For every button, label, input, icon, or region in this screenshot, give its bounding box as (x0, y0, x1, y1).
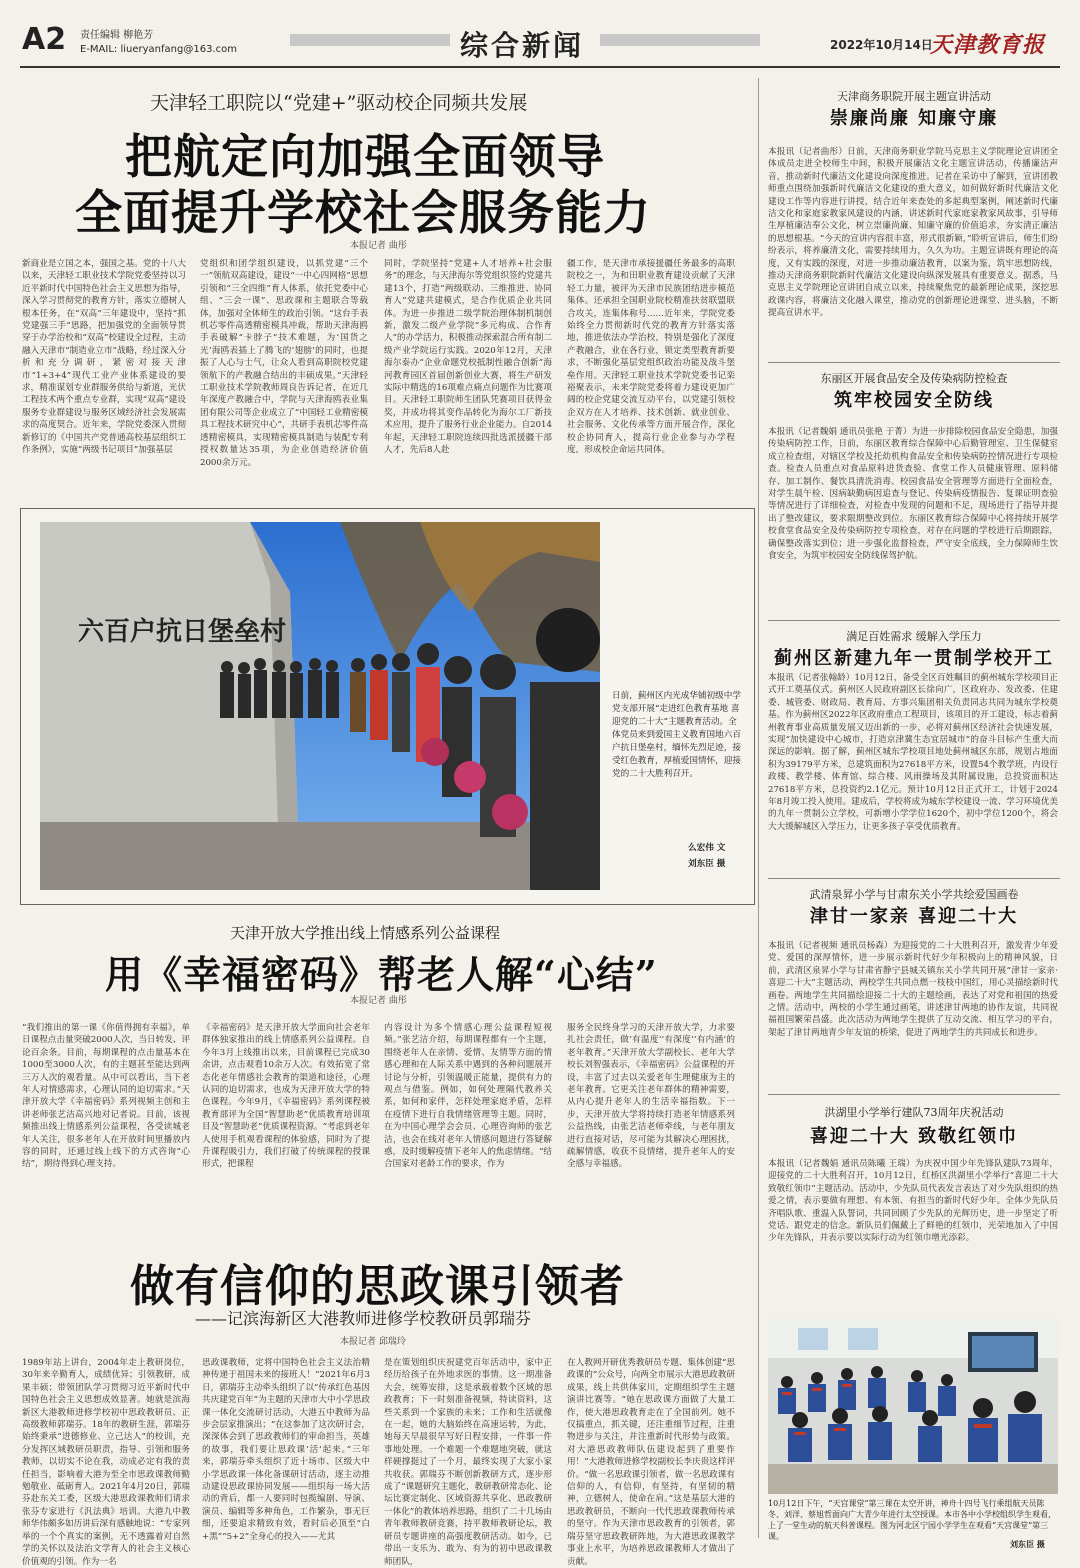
article2-headline: 用《幸福密码》帮老人解“心结” (105, 952, 658, 997)
classroom-photo (768, 1318, 1058, 1494)
sidebar-kicker: 东丽区开展食品安全及传染病防控检查 (820, 372, 1008, 385)
lead-column-2: 党组织和团学组织建设，以抓党建“三个一”领航双高建设，建设“一中心四网格”思想引领和“三全四维”育人体系，依托党委中心组、“三会一课”、思政课和主题联合等载体，加强对全体师生的政治引领。“这台手表机芯零件高透精密模具冲裁，帮助天津海鸥手表破解“卡脖子”技术难题，为‘国货之光’海鸥表插上了腾飞的‘翅膀’的同时，也提振了人心与士气，让众人看到高职院校党建领航下的产教融合结出的丰硕成果。”天津轻工职业技术学院教师周良告诉记者，在近几年深度产教融合中，学院与天津海鸥表业集团有限公司等企业成立了“中国轻工业精密模具工程技术研究中心”，共研手表机芯零件高透精密模具，实现精密模具制造与装配专利授权数量达35项，为企业创造经济价值2000余万元。 (200, 259, 368, 468)
sidebar-headline: 蓟州区新建九年一贯制学校开工 (774, 648, 1054, 669)
article2-byline: 本报记者 曲彤 (350, 996, 407, 1006)
sidebar-kicker: 武清泉昇小学与甘肃东关小学共绘爱国画卷 (809, 888, 1019, 901)
masthead (0, 0, 1080, 70)
memorial-sign-text: 六百户抗日堡垒村 (78, 617, 287, 647)
article3-column-1: 1989年站上讲台，2004年走上教研岗位，30年来辛勤育人，成绩优异；引领教研，成果丰硕；带领团队学习贯彻习近平新时代中国特色社会主义思想成效显著。她就是滨海新区大港教师进修学校初中思政教研员、正高级教师郭瑞芬。18年的教研生涯，郭瑞芬始终秉承“进德修业、立己达人”的校训，充分发挥区域教研员职责，指导、引领和服务教师，以切实不论在我，动成必定有我的责任担当，影响着大港为至全市思政课教师勤勉敬业、砥砺育人。2021年4月20日，郭瑞芬赴东关工委，区级大港思政课教师们请求张芬专家进行《汎法典》培训。大港九中教师华伟颇多如历讲后深有感触地说：“专家列举的一个个真实的案例，无不透露着对自然学的关怀以及法治文学育人的社会主义核心价值观的引领。作为一名 (22, 1358, 190, 1567)
sidebar-separator (768, 878, 1060, 879)
sidebar-separator (768, 620, 1060, 621)
lead-column-1: 新商业是立国之本，强国之基。党的十八大以来，天津轻工职业技术学院党委坚持以习近平新时代中国特色社会主义思想为指导，深入学习贯彻党的教育方针，落实立德树人根本任务，在“双高”三年建设中，坚持“抓党建强三手”思路，把加强党的全面领导贯穿于办学治校和“双高”校建设全过程，主动融入天津市“制造业立市”战略，经过深入分析和充分调研，紧密对接天津市“1+3+4”现代工业产业体系建设的要求，精准谋划专业群服务供给与新道，光伏工程技术两个重点专业群，实现“双高”建设服务专业群建设与服务区域经济社会发展需求的高度契合。近年来，学院党委深入贯彻新修订的《中国共产党普通高校基层组织工作条例》，实施“两级书记项目”加强基层 (22, 259, 186, 456)
article2-kicker: 天津开放大学推出线上情感系列公益课程 (230, 924, 501, 942)
paper-logo: 天津教育报 (930, 32, 1046, 58)
article2-column-3: 内容设计为多个情感心理公益课程短视频。”张艺洁介绍，每期课程都有一个主题，围绕老年人在亲情、爱情、友情等方面的情感心理和在人际关系中遇到的各种问题展开讨论与分析，引领温暖正能量，提供有力的观点与借鉴。例如，如何处理隔代教养关系，如何和家伴，怎样处理家庭矛盾，怎样在疫情下进行自我情绪管理等主题。同时，在为中国心理学会会员、心理咨询师的张艺洁，也会在线对老年人情感问题进行答疑解惑，及时缓解疫情下老年人的焦虑情绪。“结合国家对老龄工作的要求，作为 (384, 1023, 552, 1170)
lead-column-4: 疆工作，是天津市承接援疆任务最多的高职院校之一，为和田职业教育建设贡献了天津轻工力量，被评为天津市民族团结进步模范集体。还承担全国职业院校精准扶贫联盟联合攻关，连集体称号……近年来，学院党委始终全力贯彻新时代党的教育方针落实落地，推进依法办学治校，特别是强化了深度产教融合，业在各行业，锁定类型教育新要求，不断强化基层党组织政治功能及战斗堡垒作用。天津轻工职业技术学院党委书记栾裕聚表示，未来学院党委将着力建设更加广阔的校企党建交流互动平台，以党建引领校企双方在人才培养、技术创新、就业创业、社会服务、文化传承等方面开展合作，深化校企协同育人，提高行业企业参与办学程度，形成校企命运共同体。 (567, 259, 735, 456)
sidebar-kicker: 天津商务职院开展主题宣讲活动 (837, 90, 991, 103)
lead-headline-line2: 全面提升学校社会服务能力 (75, 186, 651, 241)
editor-email: E-MAIL: liueryanfang@163.com (80, 44, 237, 55)
article3-column-3: 是在策划组织庆祝建党百年活动中，家中正经历给孩子在外地求医的事情。这一期准备大会，统筹安排，这是承载着数个区域的思政教育；下一时刻准备视频，特读资料，这些关系到一个家族的未来；工作和生活就像在一起，她的大脑始终在高速运转，为此，她每天早晨很早写好日程安排，一件事一件事地处理。一个难题一个难题地突破，就这样硬撑挺过了一个月，最终实现了大家小家共收获。郭瑞芬不断创新教研方式，逐步形成了“课题研究主题化，教研教研常态化、论坛比赛定制化、区域资源共享化、思政教研一体化”的教体培养思路，组织了二十几场由青年教师教研竞赛，持平教师教研论坛，教研员专题讲座的高强度教研活动。如今，已带出一支乐为、敢为、有为的初中思政课教师团队， (384, 1358, 552, 1567)
photo1-credit-photo: 刘东臣 摄 (688, 859, 726, 869)
sidebar-headline: 筑牢校园安全防线 (834, 390, 994, 411)
photo2-caption: 10月12日下午，“天宫课堂”第三课在太空开讲，神舟十四号飞行乘组航天员陈冬、刘洋、蔡旭哲面向广大青少年进行太空授课。本市各中小学校组织学生观看，上了一堂生动的航天科普课程。图为河北区宁园小学学生在观看“天宫课堂”第三课。 (768, 1499, 1056, 1541)
sidebar-headline: 喜迎二十大 致敬红领巾 (809, 1126, 1019, 1147)
sidebar-separator (768, 362, 1060, 363)
sidebar-body: 本报讯（记者张翰龄）10月12日，备受全区百姓瞩目的蓟州城东学校项目正式开工奠基仪式。蓟州区人民政府副区长徐向广，区政府办、发改委、住建委、城管委、财政局、教育局、方事兴集团相关负责同志共同为城东学校奠基。作为蓟州区2022年区政府重点工程项目，该项目的开工建设，标志着蓟州教育事业高质量发展又迈出新的一步，必将对蓟州区经济社会快速发展，实现“加快建设中心城市，打造京津冀生态宜居城市”的奋斗目标产生重大而深远的影响。据了解，蓟州区城东学校项目地处蓟州城区东部，规划占地面积为39179平方米，总建筑面积为27618平方米，设置54个教学班，内设行政楼、教学楼、体育馆、综合楼、风雨操场及其附属设施，总投资面积达27618平方米，总投资约2.1亿元。预计10月12日正式开工，计划于2024年8月竣工投入使用。建成后，学校将成为城东学校建设一流、学习环境优美的九年一贯制公立学校，可新增小学学位1620个，初中学位1200个，将会大大缓解城区入学压力，让更多孩子享受优质教育。 (768, 673, 1058, 832)
photo2-credit: 刘东臣 摄 (1010, 1539, 1045, 1549)
photo1-credit-text: 么宏伟 文 (688, 843, 726, 853)
article2-column-4: 服务全民终身学习的天津开放大学，力求要扎社会责任，做‘有温度’‘有深度’‘有内涵’的老年教育。”天津开放大学副校长、老年大学校长刘智强表示，《幸福密码》公益课程的开设，丰富了过去以关爱老年生理健康为主的老年教育。它更关注老年群体的精神需要，从内心提升老年人的生活幸福指数。下一步，天津开放大学将持续打造老年情感系列公益热线，由张艺洁老师牵线，与老年朋友进行直接对话，尽可能为其解决心理困扰，疏解情感，收获不良情绪，提升老年人的安全感与幸福感。 (567, 1023, 735, 1170)
article3-column-2: 思政课教师，定将中国特色社会主义法治精神传递于祖国未来的接班人！”2021年6月3日，郭瑞芬主动牵头组织了以“传承红色基因 共庆建党百年”为主题的天津市大中小学思政课一体化交流研讨活动，大港五中教师为品步会层家推演出；“在这参加了这次研讨会，深深体会到了思政教师们的审命担当，英雄的故事，我们要让思政课‘活’起来。”三年来，郭瑞芬牵头组织了近十场市、区级大中小学思政课一体化备课研讨活动，逐主动推动建设思政课协同发展——组织每一场大活动的背后，都一人要同时包揽编剧、导演、演员、编辑等多种角色，工作繁杂，事无巨细，还要追求精致有效，看时后必顶至“白+黑”“5+2”全身心的投入——尤其 (202, 1358, 370, 1542)
sidebar-kicker: 洪湖里小学举行建队73周年庆祝活动 (824, 1106, 1004, 1119)
section-title: 综合新闻 (460, 29, 585, 62)
editor-name: 责任编辑 柳艳芳 (80, 30, 154, 41)
sidebar-separator (768, 1094, 1060, 1095)
sidebar-body: 本报讯（记者魏娟 通讯员陈曦 王瑞）为庆祝中国少年先锋队建队73周年，迎接党的二十大胜利召开，10月12日，红桥区洪湖里小学举行“喜迎二十大 致敬红领巾”主题活动。活动中，少先队员代表发言表达了对少先队组织的热爱之情，表示要做有理想、有本领、有担当的新时代好少年。全体少先队员齐唱队歌、重温入队誓词，共同回顾了少先队的光辉历史，进一步坚定了听党话、跟党走的信念。新队员们佩戴上了鲜艳的红领巾，光荣地加入了中国少年先锋队，并表示要以实际行动为红领巾增光添彩。 (768, 1159, 1058, 1244)
lead-headline-line1: 把航定向加强全面领导 (125, 130, 605, 185)
sidebar-divider (758, 78, 759, 1538)
sidebar-body: 本报讯（记者魏娟 通讯员张艳 于菁）为进一步排除校园食品安全隐患，加强传染病防控工作，日前，东丽区教育综合保障中心后勤管理室、卫生保健室成立检查组，对辖区学校及托幼机构食品安全和传染病防控情况进行专项检查。检查人员重点对食品原料进货查验、食堂工作人员健康管理、原料储存、加工制作、餐饮具清洗消毒、校园食品安全管理等方面进行全面检查，对学生晨午检、因病缺勤病因追查与登记、传染病疫情报告、复课证明查验等情况进行了详细检查，对检查中发现的问题和不足，现场进行了指导并提出了整改建议，要求限期整改到位。东丽区教育综合保障中心将持续开展学校食堂食品安全及传染病防控专项检查，对存在问题的学校进行后期跟踪，确保整改落实到位；进一步强化监督检查，严守安全底线，全力保障师生饮食安全，为筑牢校园安全防线保驾护航。 (768, 427, 1058, 562)
sidebar-headline: 崇廉尚廉 知廉守廉 (829, 108, 999, 129)
article3-column-4: 在人教网开研优秀教研员专题、集体创建“思政课的”公众号，向两全市展示大港思政教研成果，线上共供体家川，定期组织学生主题演讲比赛等。“她在思政课方面做了大量工作，使大港思政教育走在了全国前列。她不仅搞重点，抓关键，还注重细节过程，注重物进步与关注，并注重新时代形势与政策。对大港思政教师队伍建设起到了重要作用！”大港教师进修学校副校长李庆贵这样评价。“做一名思政课引领者，做一名思政课有信仰的人，有信仰，有坚持，有坚韧的精神，立德树人，使命在肩。”这是基层大港的思政教研员，不断向一代代思政课教师传承的坚守。作为天津市思政教育的引领者，郭瑞芬坚守思政教研阵地，为大港思政课教学事业上水平，为培养思政课教师人才做出了贡献。 (567, 1358, 735, 1567)
article2-column-2: 《幸福密码》是天津开放大学面向社会老年群体独家推出的线上情感系列公益课程。自今年3月上线推出以来，目前课程已完成30余讲，点击观看10余万人次。有效拓宽了常态化老年情感社会教育的渠道和途径，心理认同的迫切需求，也成为天津开放大学的特色课程。今年9月，《幸福密码》系列课程被教育部评为全国“智慧助老”优质教育培训项目及“智慧助老”优质课程资源。“考虑到老年人使用手机观看课程的体验感，同时为了提升课程吸引力，我们打破了传统课程的授课形式，把课程 (202, 1023, 370, 1170)
sidebar-headline: 津甘一家亲 喜迎二十大 (809, 906, 1019, 927)
ceremony-photo (40, 522, 600, 890)
section-band-right (600, 34, 760, 46)
article3-byline: 本报记者 邱瑞玲 (340, 1337, 406, 1347)
article2-column-1: “我们推出的第一课《你值得拥有幸福》，单日课程点击量突破2000人次，当日转发、评论百余条。目前，每期课程的点击量基本在1000至3000人次，有的主题甚至能达到两三万人次的观看量。从中可以看出，当下老年人对情感需求，心理认同的迫切需求。”天津开放大学《幸福密码》系列视频主创和主讲老师张艺洁高兴地对记者说。目前，该视频推出线上情感系列公益课程，各受读城老年人关注，很多老年人在开放时间里播放内容的同时，还通过线上线下的方式咨询“心结”，期待得到心理支持。 (22, 1023, 190, 1170)
article3-subhead: ——记滨海新区大港教师进修学校教研员郭瑞芬 (195, 1309, 532, 1328)
lead-byline: 本报记者 曲彤 (350, 241, 407, 251)
article3-headline: 做有信仰的思政课引领者 (130, 1261, 625, 1312)
section-band (290, 34, 450, 46)
lead-column-3: 同时，学院坚持“党建+人才培养+社会服务”的理念，与天津海尔等党组织签约党建共建13个，打造“两级联动、三维推进、协同育人”党建共建模式，是合作优质企业共同体。为进一步推进二级学院治理体制机制创新，激发二级产业学院“多元构成、合作育人”的办学活力，积极推动探索混合所有制二级产业学院运行实践。2020年12月，天津海尔泰办“企业命题党校抵制性融合创新”海河教育园区首届创新创业大赛，将生产研发实际中精选的16项难点痛点问题作为比赛项目。天津轻工职院师生团队凭赛项目获得金奖，并成功将其变作品转化为海尔工厂新技术应用，提升了服务行业企业能力。自2014年起，天津轻工职院连续四批选派援疆干部人才，先后8人赴 (384, 259, 552, 456)
sidebar-kicker: 满足百姓需求 缓解入学压力 (846, 630, 982, 643)
masthead-rule (20, 66, 1060, 68)
sidebar-body: 本报讯（记者曲彤）日前，天津商务职业学院马克思主义学院理论宣讲团全体成员走进全校师生中间，积极开展廉洁文化主题宣讲活动，传播廉洁声音，推动新时代廉洁文化建设向深度推进。记者在采访中了解到，宣讲团教师重点围绕加强新时代廉洁文化建设的重大意义，如何做好新时代廉洁文化建设工作等内容进行讲授，结合近年来查处的多起典型案例，阐述新时代廉洁文化和家庭家教家风建设的内涵，讲述新时代家庭家教家风故事，引导师生厚植廉洁奉公文化，树立崇廉尚廉、知廉守廉的价值追求，夯实清正廉洁的思想根基。“今天的宣讲内容很丰富，形式很新颖，”聆听宣讲后，师生们纷纷表示，将养廉清文化，需要持续用力，久久为功。主题宣讲既有理论的高度，又有实践的深度，对进一步推动廉洁教育，以案为鉴，筑牢思想防线，推动天津商务职院新时代廉洁文化建设向纵深发展具有重要意义。据悉，马克思主义学院理论宣讲团自成立以来，持续聚焦党的最新理论成果，深挖思政课内容，将廉洁文化融入课堂，推动党的创新理论进课堂、进头脑，不断提高宣讲水平。 (768, 147, 1058, 319)
lead-kicker: 天津轻工职院以“党建+”驱动校企同频共发展 (150, 92, 528, 114)
page-code: A2 (22, 22, 67, 57)
issue-date: 2022年10月14日 (830, 38, 933, 52)
sidebar-body: 本报讯（记者视频 通讯员杨森）为迎接党的二十大胜利召开，激发青少年爱党、爱国的深厚情怀，进一步展示新时代好少年积极向上的精神风貌，日前，武清区泉昇小学与甘肃省静宁县城关镇东关小学共同开展“津甘一家亲·喜迎二十大”主题活动，两校学生共同点燃一枝枝中国红，用心灵描绘新时代画卷。两地学生共同描绘迎接二十大的主题绘画，表达了对党和祖国的热爱之情。活动中，两校的小学生通过画笔，讲述津甘两地的协作友谊，共同祝福祖国繁荣昌盛。此次活动为两地学生提供了互动交流、相互学习的平台，架起了津甘两地青少年友谊的桥梁，促进了两地学生的共同成长和进步。 (768, 941, 1058, 1038)
photo1-caption: 日前，蓟州区内光成华铺初级中学党支部开展“走进红色教育基地 喜迎党的二十大”主题教育活动。全体党员来到爱国主义教育国地六百户抗日堡垒村，缅怀先烈足迹，接受红色教育，厚植爱国情怀，迎接党的二十大胜利召开。 (612, 691, 741, 779)
